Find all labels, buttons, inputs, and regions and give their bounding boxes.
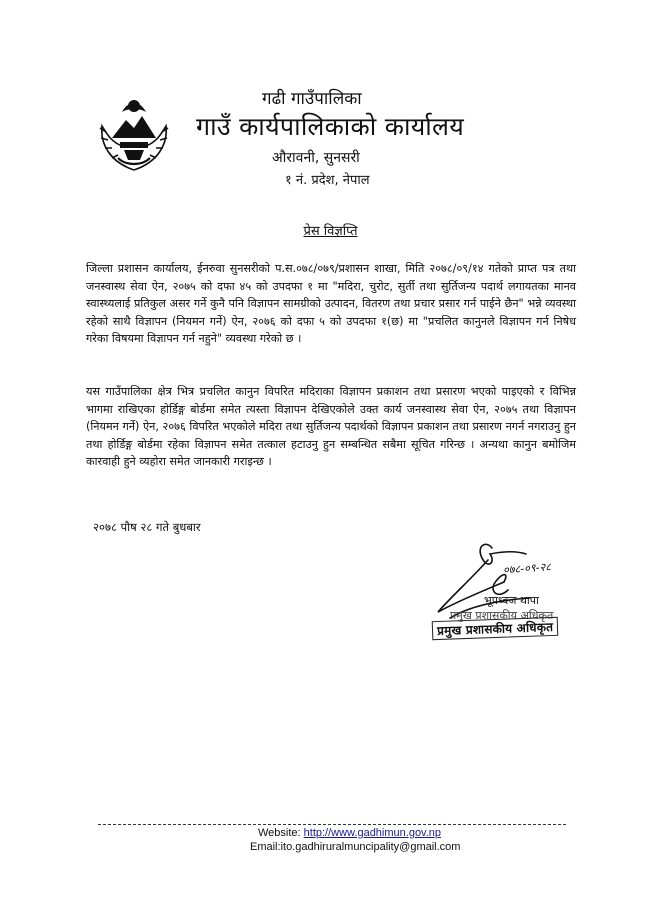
email-address[interactable]: ito.gadhiruralmuncipality@gmail.com (280, 841, 461, 853)
email-label: Email: (250, 841, 281, 853)
footer-divider (98, 824, 566, 825)
body-paragraph-1: जिल्ला प्रशासन कार्यालय, ईनरुवा सुनसरीको प.स.०७८/०७९/प्रशासन शाखा, मिति २०७८/०९/१४ गतेको प्राप्त पत्र तथा जनस्वास्थ सेवा ऐन, २०७५ को दफा ४५ को उपदफा १ मा "मदिरा, चुरोट, सुर्ती तथा सुर्तिजन्य पदार्थ लगायतका मानव स्वास्थ्यलाई प्रतिकुल असर गर्ने कुनै पनि विज्ञापन सामग्रीको उत्पादन, वितरण तथा प्रचार प्रसार गर्न पाईने छैन" भन्ने व्यवस्था रहेको साथै विज्ञापन (नियमन गर्ने) ऐन, २०७६ को दफा ५ को उपदफा १(छ) मा "प्रचलित कानुनले विज्ञापन गर्न निषेध गरेका विषयमा विज्ञापन गर्न नहुने" व्यवस्था गरेको छ । (86, 262, 576, 346)
document-heading: प्रेस विज्ञप्ति (303, 224, 358, 239)
footer-email (250, 841, 460, 853)
office-province: १ नं. प्रदेश, नेपाल (285, 173, 370, 188)
footer-website (258, 827, 441, 839)
signer-name: भूपध्वज थापा (484, 594, 539, 607)
municipality-name: गढी गाउँपालिका (262, 89, 362, 109)
signer-designation: प्रमुख प्रशासकीय अधिकृत (450, 609, 554, 622)
nepal-government-emblem-icon (92, 92, 176, 178)
office-place: औरावनी, सुनसरी (272, 150, 360, 166)
website-label: Website: (258, 827, 301, 839)
signature-date: ०७८-०९-२८ (502, 560, 552, 577)
document-date: २०७८ पौष २८ गते बुधबार (93, 520, 201, 534)
official-stamp: प्रमुख प्रशासकीय अधिकृत (432, 617, 559, 640)
office-title: गाउँ कार्यपालिकाको कार्यालय (196, 112, 465, 141)
body-paragraph-2: यस गाउँपालिका क्षेत्र भित्र प्रचलित कानुन विपरित मदिराका विज्ञापन प्रकाशन तथा प्रसारण भएको पाइएको र विभिन्न भागमा राखिएका होर्डिङ्ग बोर्डमा समेत त्यस्ता विज्ञापन देखिएकोले उक्त कार्य जनस्वास्थ सेवा ऐन, २०७५ तथा विज्ञापन (नियमन गर्ने) ऐन, २०७६ विपरित भएकोले मदिरा तथा सुर्तिजन्य पदार्थको विज्ञापन प्रकाशन तथा प्रसारण नगर्न नगराउनु हुन तथा होर्डिङ्ग बोर्डमा रहेका विज्ञापन समेत तत्काल हटाउनु हुन सम्बन्धित सबैमा सूचित गरिन्छ । अन्यथा कानुन बमोजिम कारवाही हुने व्यहोरा समेत जानकारी गराइन्छ । (86, 385, 576, 469)
website-link[interactable]: http://www.gadhimun.gov.np (303, 827, 442, 839)
